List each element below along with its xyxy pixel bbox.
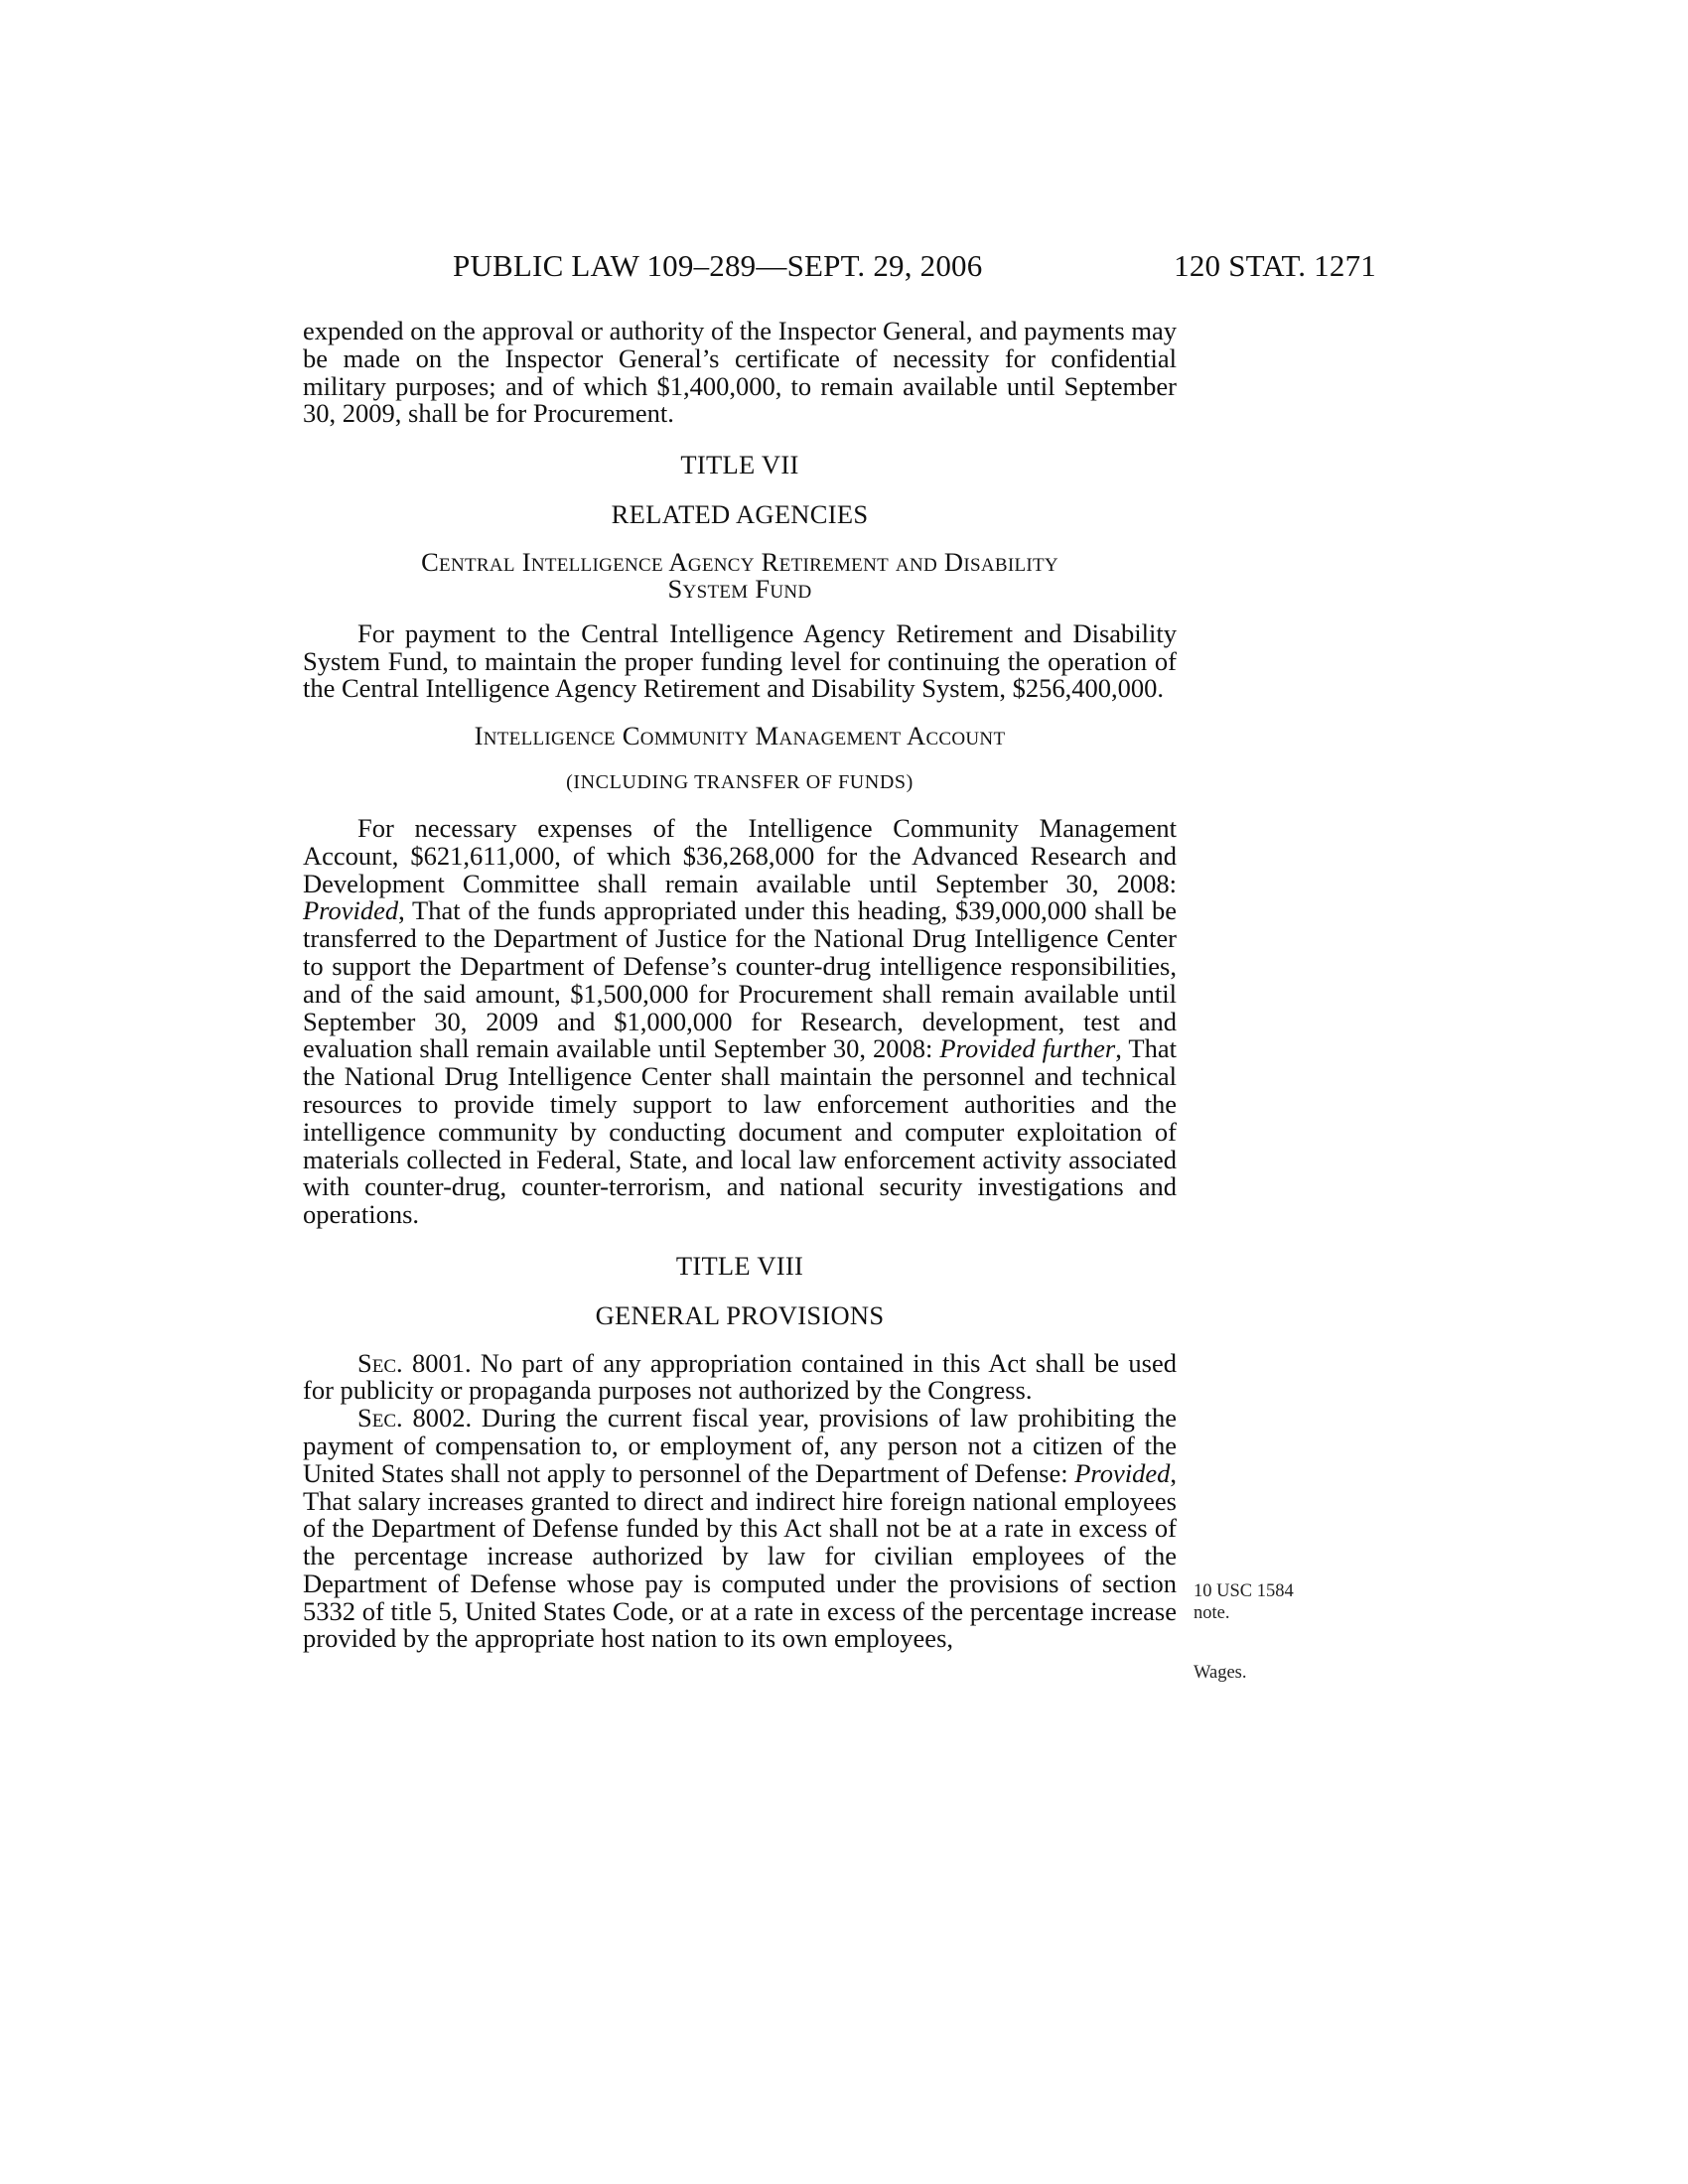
section-8002-label: Sec. — [357, 1403, 403, 1433]
margin-note-usc: 10 USC 1584 note. — [1194, 1581, 1294, 1623]
body-column — [303, 318, 1177, 1653]
icma-text-2: , That of the funds appropriated under this heading, $39,000,000 shall be transferred to the Department of Justice for the National Drug Intelligence Center to support the Department of Defense’s counter-drug intelligence responsibilities, and of the said amount, $1,500,000 for Procurement shall remain available until September 30, 2009 and $1,000,000 for Research, development, test and evaluation shall remain available until September 30, 2008: — [303, 895, 1177, 1064]
icma-text-1: For necessary expenses of the Intelligence Community Management Account, $621,611,000, of which $36,268,000 for the Advanced Research and Development Committee shall remain available until September 30, 2008: — [303, 812, 1177, 898]
cia-fund-heading — [303, 546, 1177, 604]
cia-fund-heading-line1: Central Intelligence Agency Retirement and Disability — [421, 546, 1058, 577]
section-8002-provided: Provided — [1074, 1457, 1171, 1488]
section-8002-text-1: 8002. During the current fiscal year, provisions of law prohibiting the payment of compensation to, or employment of, any person not a citizen of the United States shall not apply to personnel of the Department of Defense: — [303, 1403, 1177, 1488]
general-provisions-heading: GENERAL PROVISIONS — [595, 1299, 885, 1330]
title-vii-heading: TITLE VII — [680, 450, 799, 480]
margin-note-wages: Wages. — [1194, 1663, 1247, 1683]
section-8001-text: 8001. No part of any appropriation contained in this Act shall be used for publicity or propaganda purposes not authorized by the Congress. — [303, 1347, 1177, 1406]
section-8002 — [303, 1405, 1177, 1653]
section-8001-label: Sec. — [357, 1347, 403, 1378]
section-8001 — [303, 1347, 1177, 1406]
cia-fund-heading-line2: System Fund — [667, 573, 812, 604]
cia-fund-paragraph: For payment to the Central Intelligence Agency Retirement and Disability System Fund, to maintain the proper funding level for continuing the operation of the Central Intelligence Agency Retirement and Disability System, $256,400,000. — [303, 617, 1177, 704]
intro-paragraph: expended on the approval or authority of the Inspector General, and payments may be made on the Inspector General’s certificate of necessity for confidential military purposes; and of which $1,400,000, to remain available until September 30, 2009, shall be for Procurement. — [303, 316, 1177, 429]
icma-heading: Intelligence Community Management Account — [474, 721, 1006, 751]
header-stat-page: 120 STAT. 1271 — [1174, 248, 1376, 283]
header-public-law: PUBLIC LAW 109–289—SEPT. 29, 2006 — [453, 248, 983, 283]
section-8002-text-2: , That salary increases granted to direct and indirect hire foreign national employees of the Department of Defense funded by this Act shall not be at a rate in excess of the percentage increase authorized by law for civilian employees of the Department of Defense whose pay is computed under the provisions of section 5332 of title 5, United States Code, or at a rate in excess of the percentage increase provided by the appropriate host nation to its own employees, — [303, 1457, 1177, 1654]
title-viii-heading: TITLE VIII — [675, 1250, 804, 1281]
icma-provided-further: Provided further — [939, 1033, 1116, 1064]
icma-subheading: (INCLUDING TRANSFER OF FUNDS) — [566, 771, 914, 794]
related-agencies-heading: RELATED AGENCIES — [611, 498, 869, 529]
icma-text-3: , That the National Drug Intelligence Center shall maintain the personnel and technical resources to provide timely support to law enforcement authorities and the intelligence community by conducting document and computer exploitation of materials collected in Federal, State, and local law enforcement activity associated with counter-drug, counter-terrorism, and national security investigations and operations. — [303, 1033, 1177, 1230]
icma-paragraph — [303, 812, 1177, 1230]
icma-provided: Provided — [303, 895, 399, 926]
